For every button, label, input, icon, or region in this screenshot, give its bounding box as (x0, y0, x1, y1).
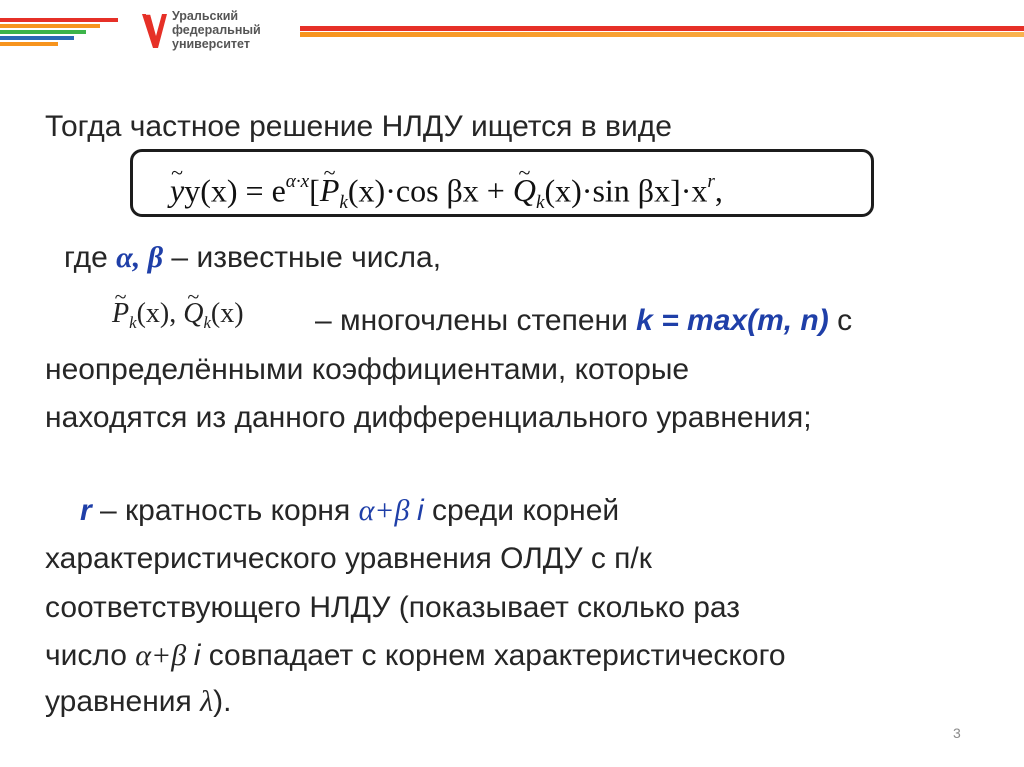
poly-px: (x), (136, 298, 184, 329)
formula-y: ~ y (170, 168, 184, 212)
r-line-5-start: уравнения (45, 685, 201, 718)
page-number: 3 (953, 725, 961, 741)
r-line-1 (80, 493, 619, 529)
header-stripe-right-orange (300, 32, 1024, 37)
formula-bracket: [ (309, 172, 320, 209)
header-stripe-orange (0, 24, 100, 28)
university-logo-icon (140, 10, 168, 52)
formula-k2: k (535, 192, 545, 214)
logo-line-1: Уральский (172, 9, 239, 23)
poly-line-3: находятся из данного дифференциального уравнения; (45, 401, 812, 434)
r-line-5 (45, 684, 231, 720)
poly-qx: (x) (210, 298, 244, 329)
university-logo-text (172, 9, 292, 51)
poly-line-1 (315, 303, 852, 339)
header-stripe-red (0, 18, 118, 22)
lambda-symbol: λ (200, 685, 214, 718)
formula-exp: α·x (285, 171, 310, 192)
poly-line-2: неопределёнными коэффициентами, которые (45, 353, 690, 386)
r-line-4-root: α+β (135, 639, 194, 672)
r-line-2: характеристического уравнения ОЛДУ с п/к (45, 542, 652, 575)
logo-line-3: университет (172, 37, 250, 51)
formula-P: ~ P (320, 168, 340, 212)
polynomials-notation (112, 296, 244, 341)
poly-k2: k (203, 312, 211, 332)
formula-mid2: (x)·sin βx]·x (544, 172, 708, 209)
where-suffix: – известные числа, (163, 241, 442, 274)
poly-Q: ~ Q (183, 296, 203, 332)
where-line (64, 240, 441, 276)
r-line-4-end: совпадает с корнем характеристического (200, 639, 786, 672)
poly-line-1-text: – многочлены степени (315, 304, 637, 337)
formula-k1: k (339, 192, 348, 214)
header-stripe-green (0, 30, 86, 34)
r-line-1-text: – кратность корня (91, 494, 359, 527)
formula-lhs: y(x) = e (184, 172, 286, 209)
header-stripe-orange-2 (0, 42, 58, 46)
r-line-5-end: ). (213, 685, 232, 718)
alpha-beta: α, β (116, 241, 164, 274)
poly-k1: k (129, 312, 137, 332)
logo-line-2: федеральный (172, 23, 261, 37)
particular-solution-formula (170, 160, 723, 225)
root-expression: α+β (358, 494, 417, 527)
header-stripe-blue (0, 36, 74, 40)
imaginary-unit: i (417, 494, 424, 527)
slide-header (0, 0, 1024, 60)
poly-P: ~ P (112, 296, 129, 332)
r-line-4-i: i (193, 639, 201, 672)
header-stripe-right-red (300, 26, 1024, 31)
poly-degree-formula: k = max(m, n) (636, 304, 829, 337)
poly-line-1-end: с (828, 304, 853, 337)
formula-mid1: (x)·cos βx + (347, 172, 513, 209)
r-line-4 (45, 638, 786, 674)
where-prefix: где (64, 241, 117, 274)
formula-tail: , (714, 172, 723, 209)
r-symbol: r (80, 494, 92, 527)
r-line-1-end: среди корней (423, 494, 620, 527)
formula-Q: ~ Q (513, 168, 536, 212)
r-line-3: соответствующего НЛДУ (показывает сколько раз (45, 591, 741, 624)
intro-text: Тогда частное решение НЛДУ ищется в виде (45, 110, 672, 143)
formula-r: r (707, 171, 715, 192)
r-line-4-start: число (45, 639, 136, 672)
